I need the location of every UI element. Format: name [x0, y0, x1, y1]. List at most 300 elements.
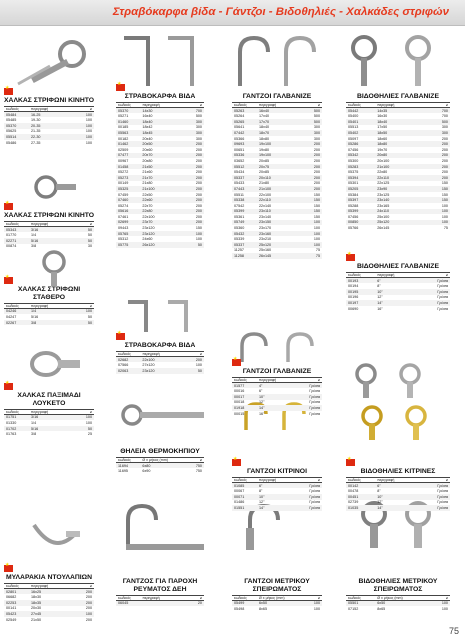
- pack-quantity: 100: [195, 231, 202, 236]
- table-body: [232, 601, 322, 612]
- pack-quantity: 200: [85, 595, 92, 600]
- table-row: [232, 209, 322, 215]
- pack-quantity: 150: [195, 226, 202, 231]
- product-size: 22x80: [377, 170, 388, 175]
- product-code: 05401: [348, 119, 359, 124]
- pack-quantity: 20: [197, 601, 202, 606]
- flag-icon: [232, 459, 241, 466]
- table-row: [346, 494, 450, 500]
- product-code: 05486: [6, 140, 17, 145]
- product-code: 00141: [6, 606, 17, 611]
- pack-quantity: 200: [195, 181, 202, 186]
- table-row: [346, 306, 450, 312]
- table-row: [4, 617, 94, 623]
- product-size: 5/16: [31, 315, 39, 320]
- product-size: 25x100: [377, 214, 390, 219]
- pack-quantity: 150: [441, 181, 448, 186]
- pack-quantity: 500: [313, 114, 320, 119]
- table-body: [346, 278, 450, 312]
- power-hook-illustration: [118, 500, 208, 554]
- product-code: 11694: [118, 463, 128, 468]
- product-code: 06045: [118, 601, 129, 606]
- product-size: 23x70: [142, 220, 153, 225]
- product-code: 11258: [234, 254, 244, 259]
- product-size: 22x100: [259, 192, 272, 197]
- product-code: 09693: [234, 142, 245, 147]
- table-row: [116, 147, 204, 153]
- product-code: 06682: [6, 595, 17, 600]
- product-code: 05288: [348, 203, 359, 208]
- product-code: 05513: [348, 125, 359, 130]
- pack-quantity: 200: [313, 170, 320, 175]
- table-row: [232, 113, 322, 119]
- table-row: [232, 203, 322, 209]
- pack-quantity: 200: [85, 617, 92, 622]
- pack-quantity: 750: [195, 463, 202, 468]
- product-size: 17x70: [259, 119, 270, 124]
- product-code: 05432: [234, 231, 245, 236]
- product-code: 05271: [118, 114, 129, 119]
- pack-quantity: 200: [313, 142, 320, 147]
- table-row: [116, 186, 204, 192]
- table-header: κωδικός περιγραφή ⌀: [116, 102, 204, 108]
- table-row: [346, 181, 450, 187]
- table-row: [346, 220, 450, 226]
- pack-quantity: 500: [313, 108, 320, 113]
- pack-quantity: 50: [87, 233, 92, 238]
- product-size: 17x50: [377, 125, 388, 130]
- greenhouse-eye-illustration: [118, 395, 208, 437]
- table-row: [232, 388, 322, 394]
- product-code: 05097: [348, 136, 359, 141]
- product-size: 1/4: [31, 233, 37, 238]
- pack-quantity: Γρόσα: [309, 400, 320, 405]
- pack-quantity: 200: [195, 220, 202, 225]
- table-row: [4, 420, 94, 426]
- pack-quantity: 100: [441, 601, 448, 606]
- flag-icon: [4, 203, 13, 210]
- pack-quantity: 200: [313, 186, 320, 191]
- product-size: 24x110: [377, 209, 390, 214]
- product-code: 05511: [234, 192, 244, 197]
- table-row: [346, 158, 450, 164]
- product-code: 05263: [234, 108, 245, 113]
- table-row: [346, 141, 450, 147]
- section-title: ΓΑΝΤΖΟΙ ΓΑΛΒΑΝΙΖΕ: [242, 368, 312, 375]
- product-size: 22x50: [142, 192, 153, 197]
- product-size: 20x40: [142, 136, 153, 141]
- product-code: 02267: [6, 320, 17, 325]
- pack-quantity: 200: [441, 153, 448, 158]
- table-row: [4, 112, 94, 118]
- table-body: [232, 383, 322, 417]
- pack-quantity: Γρόσα: [437, 284, 448, 289]
- product-size: 21x50: [142, 164, 153, 169]
- section-metric-hooks: [232, 578, 322, 612]
- product-size: 27x120: [142, 363, 155, 368]
- product-code: 00142: [348, 483, 359, 488]
- product-code: 07152: [348, 607, 359, 612]
- product-code: 05337: [234, 175, 245, 180]
- table-body: [346, 483, 450, 511]
- open-hook-small-illustration: [232, 330, 322, 364]
- pack-quantity: 50: [87, 227, 92, 232]
- product-size: 18x80: [259, 136, 270, 141]
- table-row: [4, 606, 94, 612]
- table-row: [116, 214, 204, 220]
- table-row: [346, 295, 450, 301]
- product-size: 22x100: [142, 357, 155, 362]
- product-code: 01551: [234, 505, 245, 510]
- l-hook-small-illustration: [120, 296, 206, 336]
- product-code: 02739: [348, 500, 359, 505]
- product-size: 21-35: [31, 129, 41, 134]
- product-size: 20x50: [142, 142, 153, 147]
- product-size: 26x145: [377, 226, 390, 231]
- table-row: [346, 125, 450, 131]
- table-row: [232, 130, 322, 136]
- table-row: [346, 175, 450, 181]
- product-size: 20x80: [142, 158, 153, 163]
- product-size: 18x40: [142, 119, 153, 124]
- table-row: [346, 108, 450, 114]
- pack-quantity: 700: [195, 108, 202, 113]
- product-code: 02682: [118, 357, 129, 362]
- table-header: κωδικός περιγραφή ⌀: [6, 221, 92, 226]
- section-lock-nut-eye: [4, 392, 94, 437]
- product-size: 21x80: [259, 181, 270, 186]
- product-size: 25x120: [377, 220, 390, 225]
- flag-icon: [4, 383, 13, 390]
- product-size: 23x165: [377, 203, 390, 208]
- table-row: [232, 169, 322, 175]
- product-code: 05286: [348, 142, 359, 147]
- product-size: 21x100: [377, 164, 390, 169]
- pack-quantity: Γρόσα: [437, 505, 448, 510]
- pack-quantity: Γρόσα: [437, 295, 448, 300]
- product-size: 12": [377, 500, 383, 505]
- table-row: [232, 242, 322, 248]
- pack-quantity: 150: [313, 198, 320, 203]
- pack-quantity: 300: [313, 130, 320, 135]
- product-size: 14": [377, 505, 383, 510]
- table-row: [232, 125, 322, 131]
- product-code: 01035: [348, 505, 359, 510]
- product-code: 05205: [348, 186, 359, 191]
- pack-quantity: 200: [195, 198, 202, 203]
- product-size: 6": [259, 389, 263, 394]
- product-size: 19x100: [259, 153, 272, 158]
- pack-quantity: 200: [195, 147, 202, 152]
- section-title: ΣΤΡΑΒΟΚΑΡΦΑ ΒΙΔΑ: [124, 93, 196, 100]
- pack-quantity: 100: [195, 237, 202, 242]
- product-size: 8": [377, 284, 381, 289]
- table-header: κωδικός Ø x μήκος (mm) ⌀: [234, 595, 320, 600]
- table-row: [4, 227, 94, 233]
- product-size: 1/4: [31, 421, 37, 426]
- product-size: 23x150: [259, 220, 272, 225]
- product-size: 18x40: [377, 119, 388, 124]
- pack-quantity: 50: [87, 315, 92, 320]
- table-row: [4, 426, 94, 432]
- product-size: 18x40: [259, 125, 270, 130]
- product-size: 6": [259, 483, 263, 488]
- product-code: 01085: [234, 483, 245, 488]
- product-code: 05265: [234, 119, 245, 124]
- pack-quantity: 100: [85, 421, 92, 426]
- section-title: ΓΑΝΤΖΟΙ ΚΙΤΡΙΝΟΙ: [247, 468, 307, 475]
- table-row: [232, 220, 322, 226]
- section-yellow-eye-screws: [346, 468, 450, 511]
- product-size: 14": [377, 300, 383, 305]
- yellow-eye-screw-illustration: [354, 402, 444, 442]
- product-size: 18x30: [31, 595, 42, 600]
- pack-quantity: 200: [441, 164, 448, 169]
- product-code: 02509: [118, 147, 129, 152]
- product-size: 22x100: [142, 214, 155, 219]
- product-code: 01577: [234, 383, 245, 388]
- table-row: [346, 225, 450, 231]
- pack-quantity: 50: [87, 426, 92, 431]
- table-row: [346, 278, 450, 284]
- table-row: [4, 589, 94, 595]
- pack-quantity: Γρόσα: [309, 383, 320, 388]
- table-row: [116, 197, 204, 203]
- table-row: [232, 141, 322, 147]
- product-size: 1/4: [31, 309, 37, 314]
- section-title: ΒΙΔΟΘΗΛΙΕΣ ΜΕΤΡΙΚΟΥ ΣΠΕΙΡΩΜΑΤΟΣ: [358, 578, 438, 593]
- flag-icon: [232, 359, 241, 366]
- table-row: [232, 197, 322, 203]
- product-size: 23x120: [142, 231, 155, 236]
- pack-quantity: 200: [85, 606, 92, 611]
- product-code: 05394: [348, 175, 359, 180]
- product-code: 07477: [118, 153, 129, 158]
- product-code: 01462: [118, 142, 129, 147]
- table-row: [232, 483, 322, 489]
- swivel-eye-small-illustration: [28, 170, 78, 204]
- pack-quantity: 75: [443, 226, 448, 231]
- product-size: 3/8: [31, 320, 37, 325]
- product-code: 05339: [234, 237, 245, 242]
- table-row: [232, 606, 322, 612]
- pack-quantity: 25: [87, 432, 92, 437]
- table-row: [116, 357, 204, 363]
- product-code: 05370: [6, 123, 17, 128]
- table-row: [4, 314, 94, 320]
- pack-quantity: 200: [441, 158, 448, 163]
- pack-quantity: 200: [195, 186, 202, 191]
- product-code: 07443: [234, 186, 245, 191]
- product-code: 05749: [234, 220, 245, 225]
- product-code: 04247: [6, 315, 17, 320]
- table-row: [116, 192, 204, 198]
- product-size: 18x80: [377, 142, 388, 147]
- product-size: 19x100: [259, 142, 272, 147]
- table-body: [346, 601, 450, 612]
- product-size: 17x40: [259, 114, 270, 119]
- product-size: 3/16: [31, 227, 39, 232]
- product-size: 14x30: [142, 108, 153, 113]
- section-title: ΓΑΝΤΖΟΙ ΜΕΤΡΙΚΟΥ ΣΠΕΙΡΩΜΑΤΟΣ: [244, 578, 310, 593]
- table-row: [346, 209, 450, 215]
- product-size: 19x70: [377, 147, 388, 152]
- pack-quantity: 100: [85, 134, 92, 139]
- pack-quantity: 200: [313, 158, 320, 163]
- pack-quantity: 200: [313, 164, 320, 169]
- pack-quantity: Γρόσα: [437, 483, 448, 488]
- pack-quantity: Γρόσα: [437, 494, 448, 499]
- table-row: [4, 415, 94, 421]
- section-title: ΧΑΛΚΑΣ ΣΤΡΙΦΩΝΙ ΣΤΑΘΕΡΟ: [17, 286, 81, 301]
- table-row: [116, 209, 204, 215]
- pack-quantity: Γρόσα: [309, 405, 320, 410]
- product-size: 12": [377, 295, 383, 300]
- pack-quantity: 200: [195, 175, 202, 180]
- product-code: 05301: [348, 181, 359, 186]
- table-row: [116, 601, 204, 607]
- product-code: 05512: [234, 164, 245, 169]
- product-code: 07460: [118, 198, 129, 203]
- pack-quantity: Γρόσα: [309, 500, 320, 505]
- section-title: ΒΙΔΟΘΗΛΙΕΣ ΓΑΛΒΑΝΙΖΕ: [357, 263, 439, 270]
- pack-quantity: 75: [315, 254, 320, 259]
- l-hook-illustration: [118, 30, 208, 90]
- section-l-hook: [116, 93, 204, 248]
- product-code: 05273: [118, 175, 129, 180]
- table-row: [346, 606, 450, 612]
- section-swivel-eye-2: [4, 212, 94, 249]
- product-size: 10": [259, 494, 265, 499]
- product-code: 05312: [118, 237, 129, 242]
- table-row: [4, 140, 94, 146]
- pack-quantity: 200: [441, 136, 448, 141]
- pack-quantity: Γρόσα: [309, 394, 320, 399]
- product-code: 00194: [348, 284, 359, 289]
- product-code: 02063: [118, 368, 129, 373]
- product-code: 05402: [348, 130, 359, 135]
- product-code: 00018: [234, 400, 245, 405]
- product-code: 05616: [118, 209, 129, 214]
- pack-quantity: 50: [87, 320, 92, 325]
- product-size: 23x210: [259, 237, 272, 242]
- product-size: 23x140: [259, 214, 272, 219]
- table-row: [346, 169, 450, 175]
- product-code: 00690: [348, 306, 359, 311]
- product-size: 16": [377, 306, 383, 311]
- product-size: 5/16: [31, 238, 39, 243]
- pack-quantity: 200: [195, 192, 202, 197]
- product-size: 23x170: [259, 226, 272, 231]
- product-code: 05397: [348, 198, 359, 203]
- section-l-hook-2: [116, 342, 204, 374]
- table-row: [232, 405, 322, 411]
- table-body: [4, 415, 94, 437]
- pack-quantity: 750: [195, 469, 202, 474]
- pack-quantity: 100: [195, 363, 202, 368]
- pack-quantity: 100: [85, 123, 92, 128]
- flag-icon: [346, 254, 355, 261]
- table-row: [346, 289, 450, 295]
- table-header: κωδικός περιγραφή ⌀: [346, 477, 450, 483]
- product-code: 05361: [234, 214, 245, 219]
- product-code: 05641: [234, 125, 245, 130]
- pack-quantity: 100: [85, 415, 92, 420]
- table-row: [116, 169, 204, 175]
- product-size: 14": [259, 505, 265, 510]
- table-row: [346, 601, 450, 607]
- pack-quantity: Γρόσα: [437, 300, 448, 305]
- product-code: 00193: [348, 278, 359, 283]
- flag-icon: [4, 277, 13, 284]
- product-size: 6x50: [377, 601, 386, 606]
- product-size: 23x90: [377, 186, 388, 191]
- section-galv-hooks: [232, 93, 322, 259]
- product-code: 05338: [234, 198, 245, 203]
- product-size: 3/8: [31, 244, 37, 249]
- pack-quantity: 100: [441, 607, 448, 612]
- product-size: 21x100: [142, 186, 155, 191]
- product-code: 01918: [234, 405, 245, 410]
- table-row: [232, 153, 322, 159]
- table-row: [232, 158, 322, 164]
- table-row: [116, 125, 204, 131]
- table-row: [4, 320, 94, 326]
- pack-quantity: Γρόσα: [437, 500, 448, 505]
- product-size: 20x75: [259, 164, 270, 169]
- pack-quantity: 100: [313, 242, 320, 247]
- table-row: [346, 283, 450, 289]
- product-code: 05370: [118, 108, 129, 113]
- pack-quantity: 500: [441, 119, 448, 124]
- pack-quantity: 100: [85, 129, 92, 134]
- table-row: [346, 130, 450, 136]
- product-size: 8": [259, 489, 263, 494]
- flag-icon: [116, 333, 125, 340]
- pack-quantity: 30: [87, 244, 92, 249]
- product-size: 20x70: [142, 153, 153, 158]
- pack-quantity: 100: [313, 226, 320, 231]
- product-size: 16x40: [142, 114, 153, 119]
- product-code: 00071: [234, 494, 245, 499]
- table-row: [116, 225, 204, 231]
- section-title: ΒΙΔΟΘΗΛΙΕΣ ΓΑΛΒΑΝΙΖΕ: [357, 93, 439, 100]
- product-size: 23x120: [142, 368, 155, 373]
- product-code: 05325: [118, 186, 129, 191]
- table-body: [116, 357, 204, 374]
- pack-quantity: 50: [197, 242, 202, 247]
- product-size: 18x42: [142, 125, 153, 130]
- section-title: ΓΑΝΤΖΟΙ ΓΑΛΒΑΝΙΖΕ: [242, 93, 312, 100]
- product-code: 01330: [6, 421, 17, 426]
- pack-quantity: 100: [313, 220, 320, 225]
- eye-screw-illustration: [340, 30, 452, 88]
- product-code: 00182: [118, 136, 129, 141]
- product-code: 07459: [118, 192, 129, 197]
- table-row: [4, 123, 94, 129]
- product-size: 20x30: [31, 606, 42, 611]
- page-title: Στραβόκαρφα βίδα - Γάντζοι - Βιδοθηλιές - Χαλκάδες στριφών: [112, 6, 449, 18]
- product-size: 20x85: [259, 158, 270, 163]
- product-code: 05272: [118, 170, 129, 175]
- pack-quantity: 500: [313, 119, 320, 124]
- table-row: [232, 601, 322, 607]
- table-row: [232, 186, 322, 192]
- product-code: 07456: [348, 147, 359, 152]
- product-code: 01751: [6, 415, 17, 420]
- pack-quantity: 200: [195, 158, 202, 163]
- product-code: 05342: [348, 153, 359, 158]
